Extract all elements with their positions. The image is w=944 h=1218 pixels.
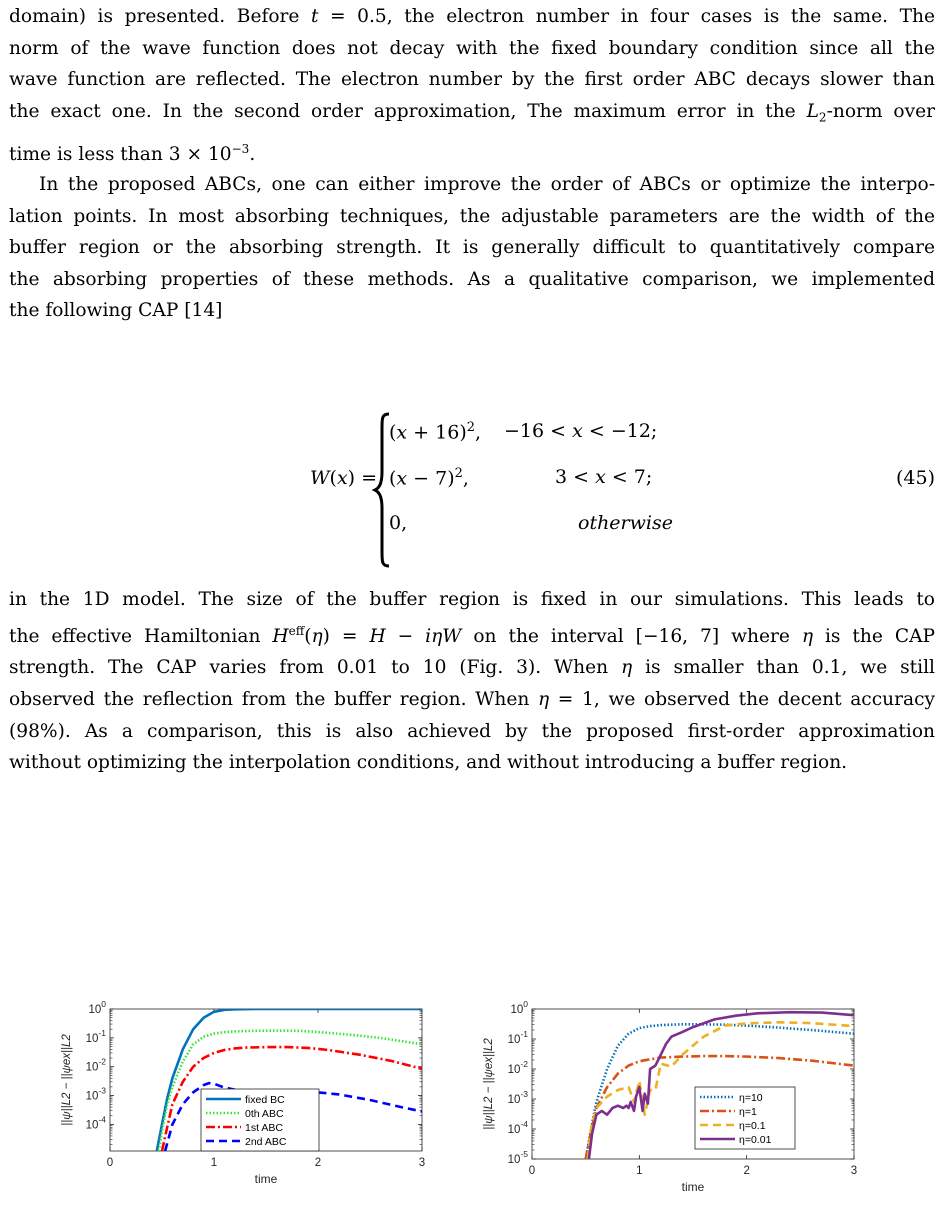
y-tick-label: $10^0$ xyxy=(88,999,106,1016)
y-axis-label: ||ψ||L2 − ||ψex||L2 xyxy=(61,1034,73,1126)
paragraph-3 xyxy=(9,584,935,779)
equation-number: (45) xyxy=(895,467,935,489)
equation-row-3: 0, xyxy=(389,512,408,534)
y-tick-label: $10^{-1}$ xyxy=(85,1027,106,1045)
equation-lhs: W(x) = xyxy=(310,467,378,489)
text-line: the effective Hamiltonian $H^{eff}(\eta) = H - i\eta W$ on the interval [−16, 7] where η is the CAP xyxy=(9,623,936,647)
chart-left xyxy=(48,999,448,1186)
legend-label: 1st ABC xyxy=(245,1122,283,1134)
equation-cond-1: −16 < x < −12; xyxy=(504,420,658,442)
equation-cond-3: otherwise xyxy=(578,512,673,534)
paragraph-1 xyxy=(9,1,935,171)
legend-label: 2nd ABC xyxy=(245,1136,287,1148)
y-tick-label: $10^{-3}$ xyxy=(507,1089,528,1106)
x-tick-label: 1 xyxy=(636,1165,643,1177)
legend-label: η=0.1 xyxy=(739,1120,766,1132)
text-line: in the 1D model. The size of the buffer region is fixed in our simulations. This leads to xyxy=(9,589,935,610)
paragraph-2 xyxy=(9,169,935,327)
x-tick-label: 1 xyxy=(210,1157,218,1169)
x-tick-label: 0 xyxy=(106,1157,114,1169)
text-line: strength. The CAP varies from 0.01 to 10 (Fig. 3). When η is smaller than 0.1, we still xyxy=(9,657,935,679)
y-axis-label: ||ψ||L2 − ||ψex||L2 xyxy=(483,1038,495,1130)
y-tick-label: $10^0$ xyxy=(510,999,528,1016)
y-tick-label: $10^{-5}$ xyxy=(507,1149,528,1166)
text-line: observed the reflection from the buffer region. When η = 1, we observed the decent accuracy xyxy=(9,688,936,710)
figure-left xyxy=(48,999,448,1187)
text-line: In the proposed ABCs, one can either improve the order of ABCs or optimize the interpo- xyxy=(39,174,935,195)
y-tick-label: $10^{-4}$ xyxy=(85,1114,106,1132)
equation-row-1: $(x + 16)^2$, xyxy=(389,420,482,444)
text-line: the absorbing properties of these methods. As a qualitative comparison, we implemented xyxy=(9,268,935,290)
text-line: buffer region or the absorbing strength. It is generally difficult to quantitatively compare xyxy=(9,237,935,259)
y-tick-label: $10^{-4}$ xyxy=(507,1119,528,1136)
legend-label: 0th ABC xyxy=(245,1108,284,1120)
legend-label: η=1 xyxy=(739,1106,757,1118)
text-line: wave function are reflected. The electron number by the first order ABC decays slower than xyxy=(9,69,935,91)
legend-label: η=0.01 xyxy=(739,1134,772,1146)
y-tick-label: $10^{-2}$ xyxy=(85,1056,106,1074)
figure-right xyxy=(470,999,870,1194)
text-line: norm of the wave function does not decay with the fixed boundary condition since all the xyxy=(9,37,935,59)
equation-cond-2: 3 < x < 7; xyxy=(555,466,653,488)
equation-45 xyxy=(0,406,944,574)
legend-label: η=10 xyxy=(739,1092,763,1104)
text-line: domain) is presented. Before t = 0.5, the electron number in four cases is the same. The xyxy=(9,6,935,27)
chart-right xyxy=(470,999,870,1194)
x-tick-label: 3 xyxy=(418,1157,426,1169)
y-tick-label: $10^{-2}$ xyxy=(507,1059,528,1076)
text-line: lation points. In most absorbing techniques, the adjustable parameters are the width of the xyxy=(9,205,935,227)
x-tick-label: 2 xyxy=(743,1165,750,1177)
legend-label: fixed BC xyxy=(245,1094,285,1106)
y-tick-label: $10^{-1}$ xyxy=(507,1029,528,1046)
plot-frame xyxy=(532,1009,854,1159)
text-line: the exact one. In the second order approximation, The maximum error in the $L_2$-norm over xyxy=(9,100,935,125)
text-line: time is less than $3 \times 10^{-3}$. xyxy=(9,142,256,166)
text-line: (98%). As a comparison, this is also achieved by the proposed first-order approximation xyxy=(9,720,935,742)
equation-row-2: $(x - 7)^2$, xyxy=(389,466,469,490)
x-tick-label: 2 xyxy=(314,1157,322,1169)
text-line: without optimizing the interpolation conditions, and without introducing a buffer region. xyxy=(9,752,848,774)
x-tick-label: 3 xyxy=(850,1165,858,1177)
y-tick-label: $10^{-3}$ xyxy=(85,1085,106,1103)
text-line: the following CAP [14] xyxy=(9,300,223,322)
x-tick-label: 0 xyxy=(528,1165,536,1177)
x-axis-label: time xyxy=(681,1180,705,1194)
x-axis-label: time xyxy=(254,1172,278,1186)
